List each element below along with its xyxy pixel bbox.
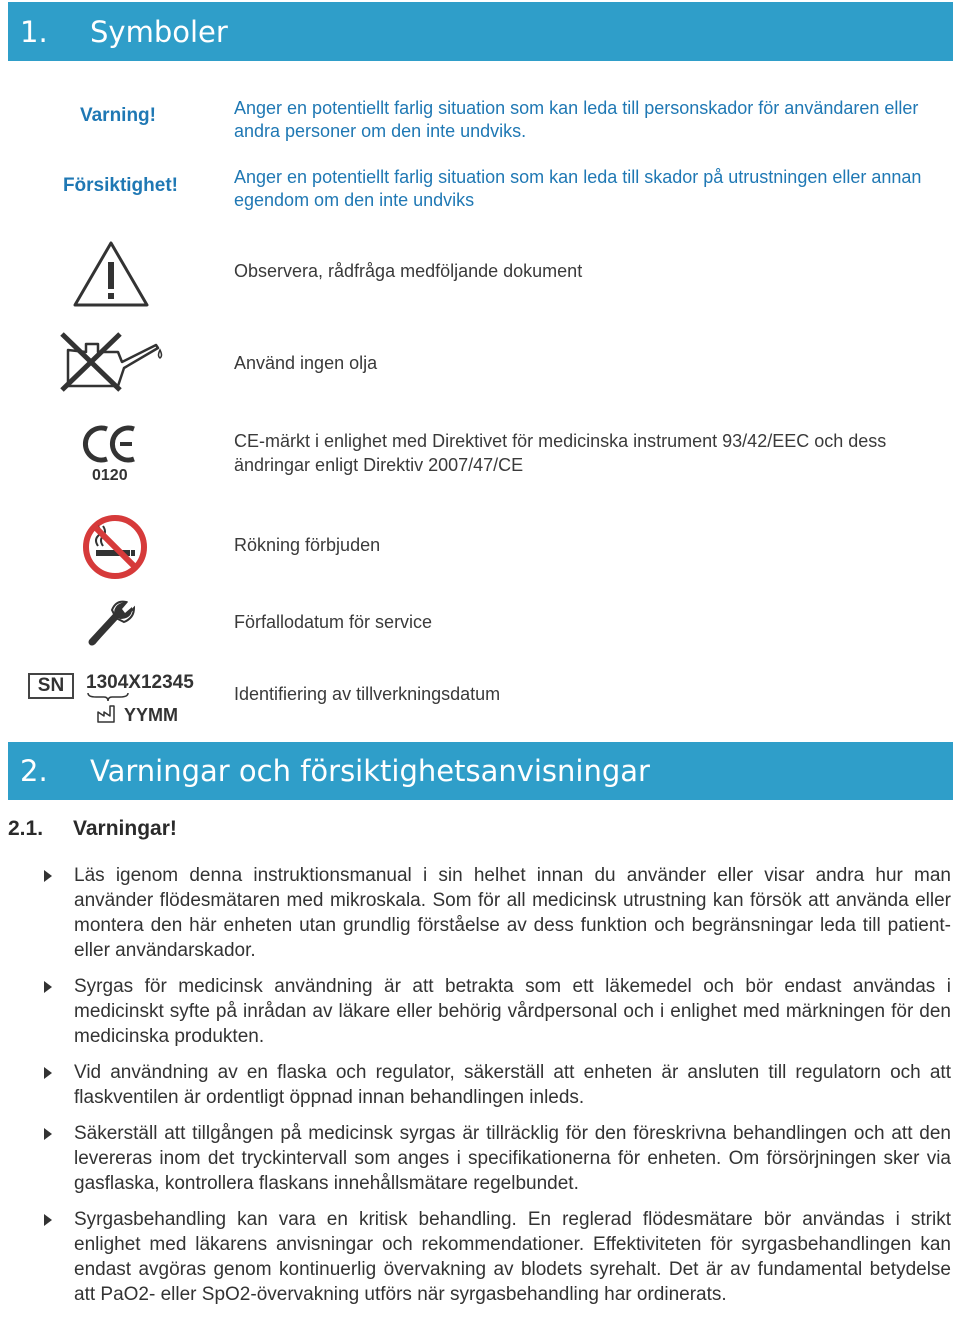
manufacture-date-text: Identifiering av tillverkningsdatum bbox=[234, 684, 501, 704]
bullet-arrow-icon bbox=[44, 981, 52, 993]
caution-description: Anger en potentiellt farlig situation som kan leda till skador på utrustningen eller annan egendom om den inte undviks bbox=[234, 167, 922, 210]
subsection-title: Varningar! bbox=[73, 817, 177, 840]
warnings-list bbox=[44, 863, 951, 1318]
warning-description: Anger en potentiellt farlig situation som kan leda till personskador för användaren eller andra personer om den inte undviks. bbox=[234, 98, 919, 141]
section-title: Symboler bbox=[90, 14, 228, 49]
serial-number-symbol: SN bbox=[28, 673, 74, 699]
bullet-arrow-icon bbox=[44, 1214, 52, 1226]
list-item: Vid användning av en flaska och regulator, säkerställ att enheten är ansluten till regulatorn och att flaskventilen är ordentligt öppnad innan behandlingen inleds. bbox=[44, 1060, 951, 1110]
section-title: Varningar och försiktighetsanvisningar bbox=[90, 754, 650, 788]
bullet-arrow-icon bbox=[44, 1128, 52, 1140]
wrench-icon bbox=[86, 598, 136, 648]
subsection-heading bbox=[8, 817, 177, 841]
ce-text: CE-märkt i enlighet med Direktivet för medicinska instrument 93/42/EEC och dess ändringar enligt Direktiv 2007/47/CE bbox=[234, 431, 887, 475]
manufacture-date-icon bbox=[96, 704, 120, 724]
warning-keyword: Varning! bbox=[79, 105, 156, 126]
list-item: Läs igenom denna instruktionsmanual i sin helhet innan du använder eller visar andra hur man använder flödesmätaren med mikroskala. Som för all medicinsk utrustning kan försök att använda eller montera den här enheten utan grundlig förståelse av dess funktion och begränsningar leda till patient- eller användarskador. bbox=[44, 863, 951, 963]
ce-mark-icon bbox=[82, 423, 142, 465]
caution-keyword: Försiktighet! bbox=[62, 175, 178, 196]
bullet-arrow-icon bbox=[44, 870, 52, 882]
brace-icon bbox=[86, 692, 130, 702]
serial-number-example: 1304X12345 bbox=[86, 672, 194, 693]
date-format-example: YYMM bbox=[124, 705, 178, 725]
warning-triangle-icon bbox=[72, 240, 150, 308]
section-1-heading bbox=[8, 2, 953, 61]
caution-symbol-text: Observera, rådfråga medföljande dokument bbox=[234, 261, 583, 281]
ce-notified-body-code: 0120 bbox=[92, 467, 128, 484]
service-text: Förfallodatum för service bbox=[234, 612, 433, 632]
section-2-heading bbox=[8, 742, 953, 800]
section-number: 2. bbox=[20, 754, 48, 788]
no-smoking-icon bbox=[82, 514, 148, 580]
subsection-number: 2.1. bbox=[8, 817, 44, 840]
section-number: 1. bbox=[20, 14, 48, 49]
no-smoking-text: Rökning förbjuden bbox=[234, 535, 381, 555]
list-item: Säkerställ att tillgången på medicinsk syrgas är tillräcklig för den föreskrivna behandlingen och att den levereras inom det tryckintervall som anges i specifikationerna för enheten. Om försörjningen sker via gasflaska, kontrollera flaskans innehållsmätare regelbundet. bbox=[44, 1121, 951, 1196]
list-item: Syrgas för medicinsk användning är att betrakta som ett läkemedel och bör endast användas i medicinskt syfte på inrådan av läkare eller behörig vårdpersonal och i enlighet med märkningen för den medicinska produkten. bbox=[44, 974, 951, 1049]
list-item: Syrgasbehandling kan vara en kritisk behandling. En reglerad flödesmätare bör användas i strikt enlighet med läkarens anvisningar och rekommendationer. Effektiviteten för syrgasbehandlingen kan endast avgöras genom kontinuerlig övervakning av blodets syrehalt. Det är av fundamental betydelse att PaO2- eller SpO2-övervakning utförs när syrgasbehandling har ordinerats. bbox=[44, 1207, 951, 1307]
bullet-arrow-icon bbox=[44, 1067, 52, 1079]
no-oil-text: Använd ingen olja bbox=[234, 353, 378, 373]
no-oil-icon bbox=[58, 326, 170, 392]
